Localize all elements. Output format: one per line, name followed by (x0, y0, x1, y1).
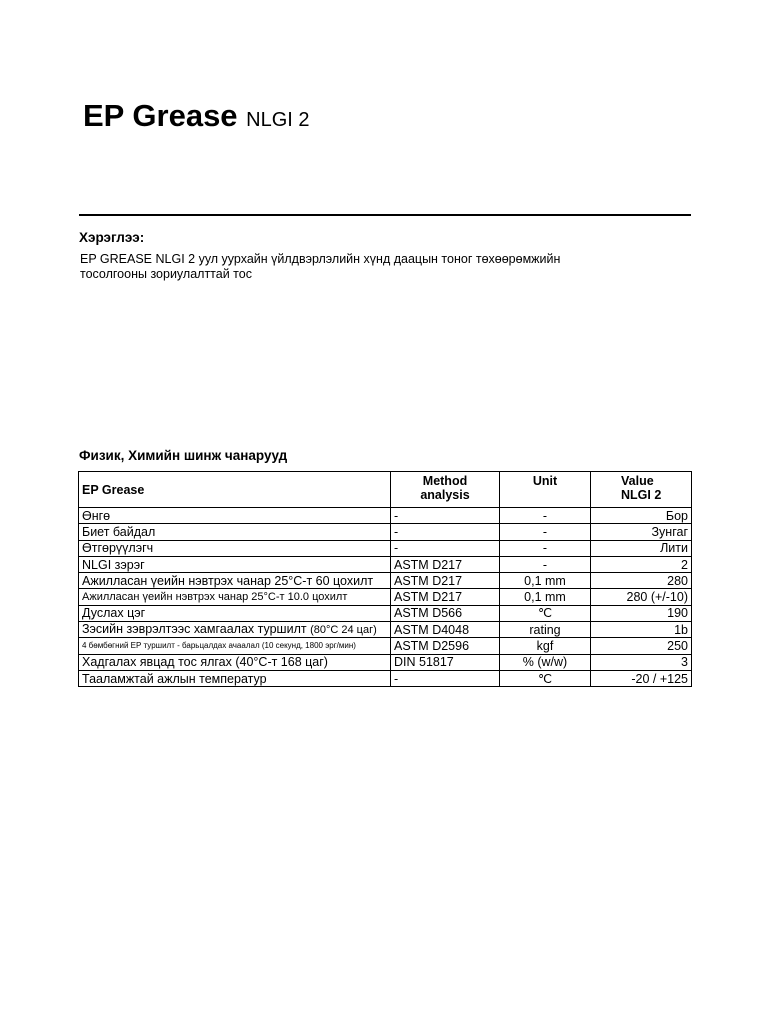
header-value-line2: NLGI 2 (621, 488, 662, 502)
properties-heading: Физик, Химийн шинж чанарууд (79, 448, 288, 463)
unit-cell: ℃ (500, 670, 591, 686)
table-row (79, 638, 692, 654)
unit-cell: - (500, 540, 591, 556)
product-name: EP Grease (83, 98, 238, 133)
property-note: (80°C 24 цаг) (310, 624, 377, 637)
method-cell: ASTM D217 (391, 589, 500, 605)
usage-line-2: тосолгооны зориулалттай тос (80, 267, 252, 281)
unit-cell: 0,1 mm (500, 573, 591, 589)
product-grade: NLGI 2 (246, 109, 310, 131)
property-name-text: Зэсийн зэврэлтээс хамгаалах туршилт (82, 622, 307, 637)
property-name: Өтгөрүүлэгч (79, 540, 391, 556)
unit-cell: % (w/w) (500, 654, 591, 670)
table-row (79, 556, 692, 572)
table-row (79, 540, 692, 556)
value-cell: 1b (591, 622, 692, 638)
unit-cell: - (500, 556, 591, 572)
table-row (79, 654, 692, 670)
unit-cell: 0,1 mm (500, 589, 591, 605)
value-cell: Бор (591, 508, 692, 524)
header-value (591, 472, 692, 508)
method-cell: - (391, 670, 500, 686)
property-name: Хадгалах явцад тос ялгах (40°C-т 168 цаг) (79, 654, 391, 670)
usage-line-1: EP GREASE NLGI 2 уул уурхайн үйлдвэрлэлийн хүнд даацын тоног төхөөрөмжийн (80, 252, 561, 266)
property-name: 4 бөмбөгний ЕР туршилт - барьцалдах ачаалал (10 секунд, 1800 эрг/мин) (79, 638, 391, 654)
value-cell: Зунгаг (591, 524, 692, 540)
table-header-row (79, 472, 692, 508)
method-cell: DIN 51817 (391, 654, 500, 670)
value-cell: 250 (591, 638, 692, 654)
method-cell: ASTM D4048 (391, 622, 500, 638)
value-cell: 2 (591, 556, 692, 572)
table-row (79, 589, 692, 605)
method-cell: - (391, 508, 500, 524)
table-row (79, 524, 692, 540)
property-name: Дуслах цэг (79, 605, 391, 621)
property-name (79, 622, 391, 638)
header-method-line1: Method (422, 474, 468, 488)
value-cell: 3 (591, 654, 692, 670)
value-cell: Лити (591, 540, 692, 556)
table-row (79, 622, 692, 638)
unit-cell: ℃ (500, 605, 591, 621)
header-unit: Unit (500, 472, 591, 508)
table-row (79, 605, 692, 621)
table-row (79, 508, 692, 524)
header-method (391, 472, 500, 508)
header-method-line2: analysis (420, 488, 470, 502)
method-cell: ASTM D217 (391, 573, 500, 589)
usage-description (80, 252, 640, 282)
value-cell: 280 (+/-10) (591, 589, 692, 605)
method-cell: ASTM D217 (391, 556, 500, 572)
method-cell: - (391, 540, 500, 556)
usage-heading: Хэрэглээ: (79, 230, 145, 245)
method-cell: - (391, 524, 500, 540)
property-name: Ажилласан үеийн нэвтрэх чанар 25°C-т 60 цохилт (79, 573, 391, 589)
method-cell: ASTM D566 (391, 605, 500, 621)
property-name: Биет байдал (79, 524, 391, 540)
unit-cell: - (500, 524, 591, 540)
table-row (79, 573, 692, 589)
product-title (83, 98, 310, 134)
properties-table (78, 471, 692, 687)
unit-cell: rating (500, 622, 591, 638)
value-cell: 280 (591, 573, 692, 589)
unit-cell: - (500, 508, 591, 524)
property-name: Ажилласан үеийн нэвтрэх чанар 25°C-т 10.0 цохилт (79, 589, 391, 605)
header-divider (79, 214, 691, 216)
table-row (79, 670, 692, 686)
method-cell: ASTM D2596 (391, 638, 500, 654)
value-cell: -20 / +125 (591, 670, 692, 686)
value-cell: 190 (591, 605, 692, 621)
header-property: EP Grease (79, 472, 391, 508)
header-value-line1: Value (621, 474, 654, 488)
property-name: Тааламжтай ажлын температур (79, 670, 391, 686)
property-name: Өнгө (79, 508, 391, 524)
property-name: NLGI зэрэг (79, 556, 391, 572)
unit-cell: kgf (500, 638, 591, 654)
